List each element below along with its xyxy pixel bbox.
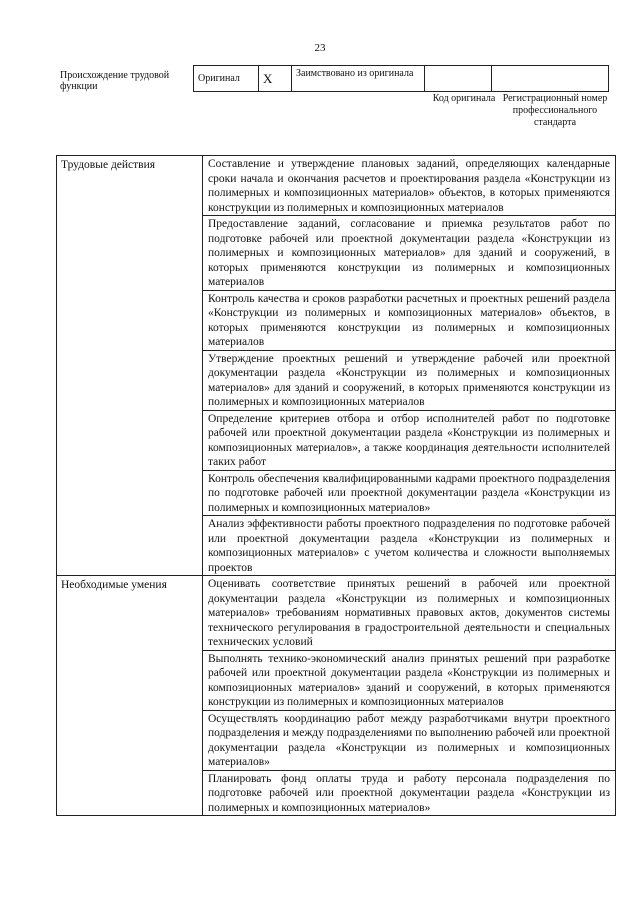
origin-label: Происхождение трудовой функции [60, 70, 170, 92]
code-cell [425, 66, 492, 92]
table-cell: Составление и утверждение плановых заданий, определяющих календарные сроки начала и окончания расчетов и проектирования раздела «Конструкции из полимерных и композиционных материалов» объектов, в которых применяются конструкции из полимерных и композиционных материалов [203, 156, 616, 216]
original-mark: X [259, 66, 292, 92]
section-title: Необходимые умения [57, 576, 203, 816]
reg-number-cell [492, 66, 609, 92]
table-cell: Контроль обеспечения квалифицированными кадрами проектного подразделения по подготовке рабочей или проектной документации раздела «Конструкции из полимерных и композиционных материалов» [203, 470, 616, 516]
table-cell: Анализ эффективности работы проектного подразделения по подготовке рабочей или проектной документации раздела «Конструкции из полимерных и композиционных материалов» с учетом количества и сложности выполняемых проектов [203, 516, 616, 576]
code-caption: Код оригинала [432, 93, 496, 104]
origin-table [193, 65, 609, 92]
table-row [57, 576, 616, 651]
table-row [57, 156, 616, 216]
table-cell: Выполнять технико-экономический анализ принятых решений при разработке рабочей или проектной документации раздела «Конструкции из полимерных и композиционных материалов» зданий и сооружений, в которых применяются конструкции из полимерных и композиционных материалов [203, 650, 616, 710]
table-cell: Предоставление заданий, согласование и приемка результатов работ по подготовке рабочей или проектной документации раздела «Конструкции из полимерных и композиционных материалов» для зданий и сооружений, в которых применяются конструкции из полимерных и композиционных материалов [203, 216, 616, 291]
original-cell: Оригинал [194, 66, 259, 92]
section-title: Трудовые действия [57, 156, 203, 576]
page-number: 23 [314, 42, 326, 54]
table-cell: Осуществлять координацию работ между разработчиками внутри проектного подразделения и между подразделениями по выполнению рабочей или проектной документации раздела «Конструкции из полимерных и композиционных материалов» [203, 710, 616, 770]
borrowed-cell: Заимствовано из оригинала [292, 66, 425, 92]
reg-number-caption: Регистрационный номер профессионального стандарта [502, 93, 608, 128]
table-cell: Утверждение проектных решений и утверждение рабочей или проектной документации раздела «Конструкции из полимерных и композиционных материалов» для зданий и сооружений, в которых применяются конструкции из полимерных и композиционных материалов [203, 350, 616, 410]
table-cell: Контроль качества и сроков разработки расчетных и проектных решений раздела «Конструкции из полимерных и композиционных материалов» объектов, в которых применяются конструкции из полимерных и композиционных материалов [203, 290, 616, 350]
table-cell: Оценивать соответствие принятых решений в рабочей или проектной документации раздела «Конструкции из полимерных и композиционных материалов» требованиям нормативных правовых актов, документов системы технического регулирования в градостроительной деятельности и специальных технических условий [203, 576, 616, 651]
labor-function-table [56, 155, 616, 816]
table-cell: Определение критериев отбора и отбор исполнителей работ по подготовке рабочей или проектной документации раздела «Конструкции из полимерных и композиционных материалов», а также координация деятельности исполнителей таких работ [203, 410, 616, 470]
table-cell: Планировать фонд оплаты труда и работу персонала подразделения по подготовке рабочей или проектной документации раздела «Конструкции из полимерных и композиционных материалов» [203, 770, 616, 816]
